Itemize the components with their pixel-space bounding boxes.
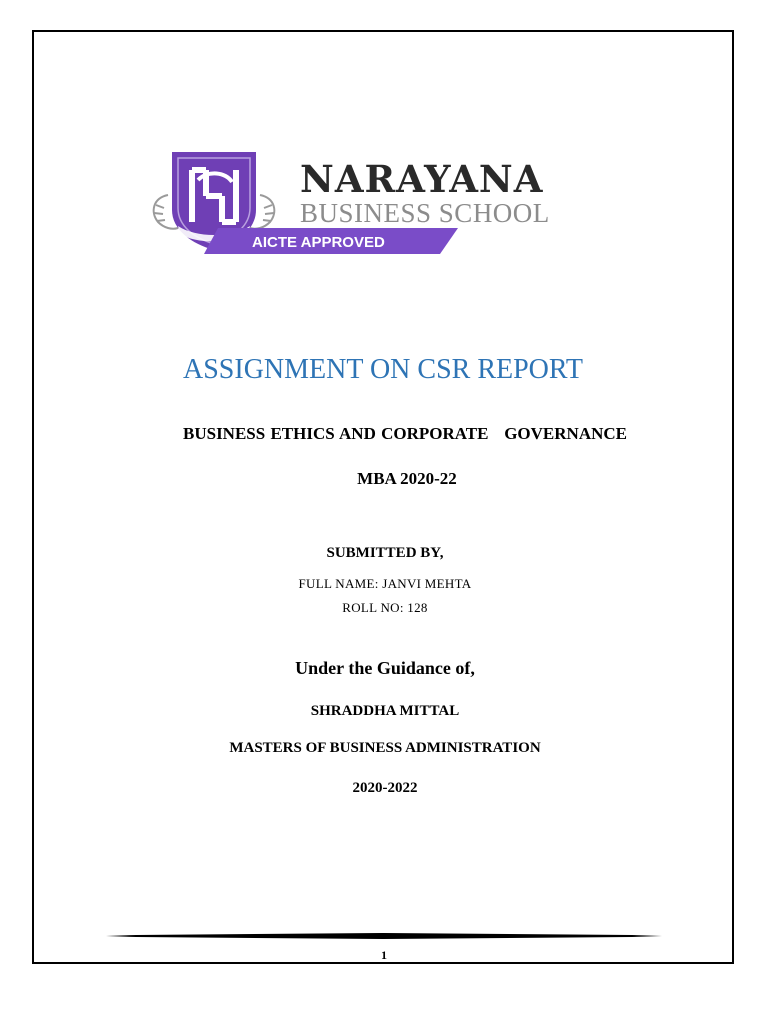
page-number: 1 bbox=[381, 948, 387, 962]
program-line: MBA 2020-22 bbox=[357, 469, 457, 488]
footer-rule bbox=[106, 928, 662, 938]
submitted-by-label: SUBMITTED BY, bbox=[326, 545, 444, 561]
years-line: 2020-2022 bbox=[352, 780, 418, 796]
degree-line: MASTERS OF BUSINESS ADMINISTRATION bbox=[229, 740, 541, 756]
guide-name: SHRADDHA MITTAL bbox=[310, 703, 460, 719]
school-logo bbox=[148, 150, 622, 256]
logo-name-line1: NARAYANA bbox=[300, 157, 544, 201]
student-name: FULL NAME: JANVI MEHTA bbox=[298, 576, 472, 591]
school-logo-graphic bbox=[148, 150, 622, 256]
roll-number: ROLL NO: 128 bbox=[342, 600, 428, 615]
logo-name-line2: BUSINESS SCHOOL bbox=[300, 198, 550, 228]
guidance-label: Under the Guidance of, bbox=[295, 658, 475, 678]
subject-line: BUSINESS ETHICS AND CORPORATE GOVERNANCE bbox=[183, 424, 627, 443]
page-title: ASSIGNMENT ON CSR REPORT bbox=[183, 354, 583, 385]
badge-text: AICTE APPROVED bbox=[252, 234, 385, 251]
